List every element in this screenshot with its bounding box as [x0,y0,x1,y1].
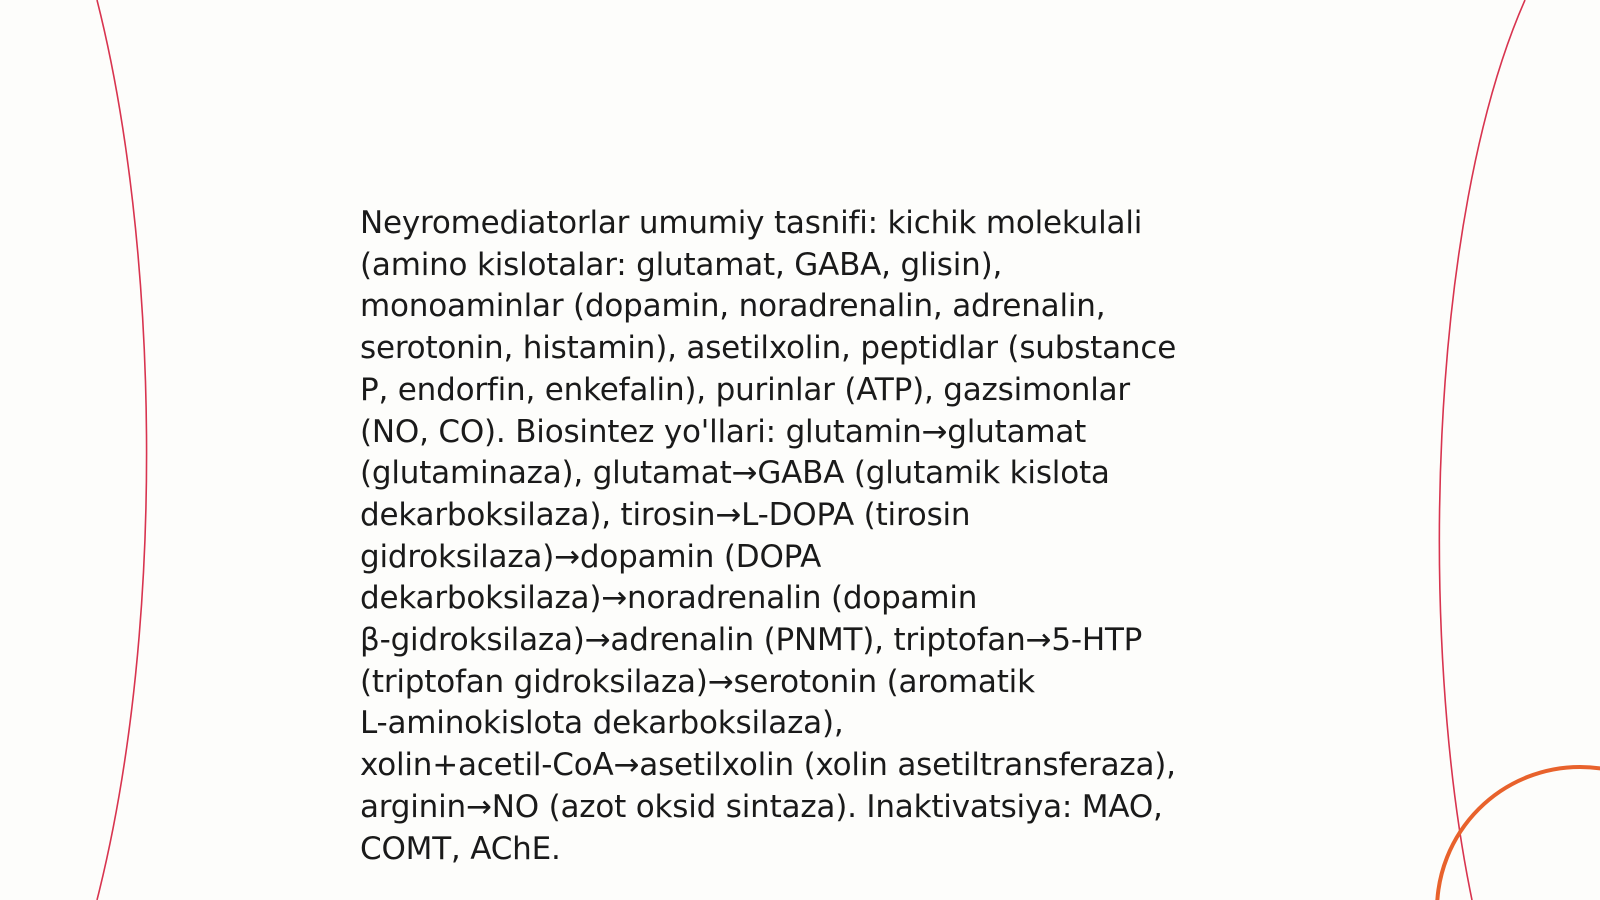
body-line: monoaminlar (dopamin, noradrenalin, adrenalin, [360,288,1106,325]
body-line: P, endorfin, enkefalin), purinlar (ATP), gazsimonlar [360,371,1130,408]
body-line: (amino kislotalar: glutamat, GABA, glisin), [360,246,1003,283]
body-line: L-aminokislota dekarboksilaza), [360,705,844,742]
body-line: β-gidroksilaza)→adrenalin (PNMT), triptofan→5-HTP [360,622,1143,659]
slide-body-text [360,203,1240,870]
body-line: Neyromediatorlar umumiy tasnifi: kichik molekulali [360,205,1143,241]
left-curve-line [97,0,147,900]
body-line: arginin→NO (azot oksid sintaza). Inaktivatsiya: MAO, [360,788,1163,825]
body-line: (glutaminaza), glutamat→GABA (glutamik kislota [360,455,1110,492]
body-line: (NO, CO). Biosintez yo'llari: glutamin→glutamat [360,413,1087,450]
body-line: gidroksilaza)→dopamin (DOPA [360,538,822,575]
right-curve-line [1439,0,1525,900]
body-line: xolin+acetil-CoA→asetilxolin (xolin asetiltransferaza), [360,747,1176,784]
body-line: (triptofan gidroksilaza)→serotonin (aromatik [360,663,1035,700]
body-line: COMT, AChE. [360,830,561,867]
body-line: dekarboksilaza)→noradrenalin (dopamin [360,580,978,617]
accent-arc [1437,767,1600,900]
body-line: serotonin, histamin), asetilxolin, peptidlar (substance [360,330,1177,367]
body-line: dekarboksilaza), tirosin→L-DOPA (tirosin [360,496,971,533]
